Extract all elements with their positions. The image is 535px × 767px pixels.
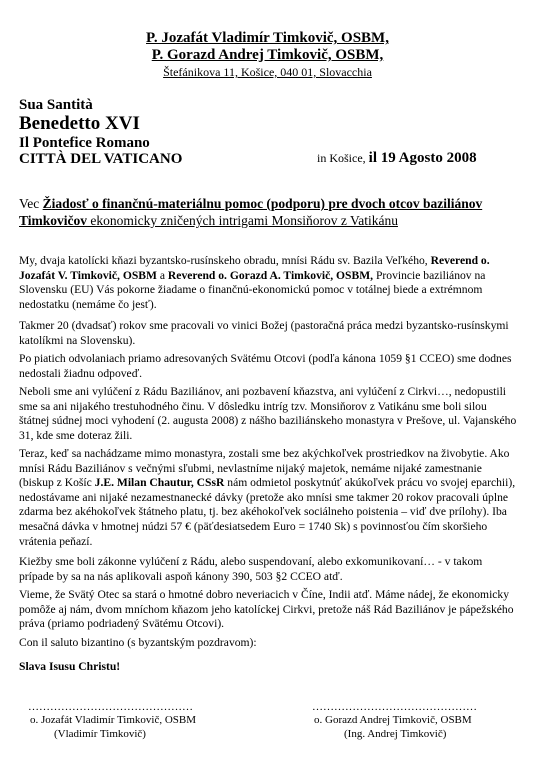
paragraph-canons: Kiežby sme boli zákonne vylúčení z Rádu, alebo suspendovaní, alebo exkomunikovaní… - v takom prípade by sa na nás aplikovali aspoň kánony 390, 503 §2 CCEO atď. xyxy=(19,555,483,583)
paragraph-situation: Teraz, keď sa nachádzame mimo monastyra, zostali sme bez akýchkoľvek prostriedkov na živobytie. Ako mnísi Rádu Baziliánov s večnými sľubmi, nevlastníme nijaký majetok, nemáme nijaké zamestnanie (biskup z Košíc J.E. Milan Chautur, CSsR nám odmietol poskytnúť akúkoľvek prácu vo svojej eparchii), nedostávame ani nijaké nezamestnanecké dávky (pretože ako mnísi sme takmer 20 rokov pracovali úplne zdarma bez akéhokoľvek štátneho platu, tj. bez akéhokoľvek sociálneho poistenia – viď dve prílohy). Iba mesačná dávka v hmotnej núdzi 57 € (päťdesiatsedem Euro = 1740 Sk) s povinnosťou čím skoršieho vrátenia peňazí. xyxy=(19,447,516,548)
date-line xyxy=(317,150,477,167)
date-place: in Košice, xyxy=(317,151,369,165)
paragraph-service: Takmer 20 (dvadsať) rokov sme pracovali vo vinici Božej (pastoračná práca medzi byzantsko-rusínskymi katolíkmi na Slovensku). xyxy=(19,319,509,347)
paragraph-hope: Vieme, že Svätý Otec sa stará o hmotné dobro neveriacich v Číne, Indii atď. Máme nádej, že ekonomicky pomôže aj nám, dvom mníchom kňazom jeho katolíckej Cirkvi, pretože náš Rád Baziliánov je pápežského práva (priamo podriadený Svätému Otcovi). xyxy=(19,588,514,631)
recipient-location: CITTÀ DEL VATICANO xyxy=(19,151,183,167)
signature-name-left: o. Jozafát Vladimír Timkovič, OSBM xyxy=(30,714,197,726)
signature-line-right: ……………………………………… xyxy=(312,701,477,713)
subject-bold: Žiadosť o finančnú-materiálnu pomoc (podporu) pre dvoch otcov baziliánov Timkovičov xyxy=(19,196,483,228)
priest-name-1: Reverend o. Jozafát V. Timkovič, OSBM xyxy=(19,254,490,282)
signature-civil-right: (Ing. Andrej Timkovič) xyxy=(344,728,447,740)
subject-line xyxy=(19,195,519,229)
subject-label: Vec xyxy=(19,196,43,211)
bishop-name: J.E. Milan Chautur, CSsR xyxy=(94,476,225,490)
sender-name-2: P. Gorazd Andrej Timkovič, OSBM, xyxy=(151,47,384,63)
recipient-name: Benedetto XVI xyxy=(19,113,140,134)
recipient-salutation: Sua Santità xyxy=(19,97,93,113)
paragraph-expulsion: Neboli sme ani vylúčení z Rádu Baziliánov, ani pozbavení kňazstva, ani vylúčení z Cirkvi…, nedopustili sme sa ani nijakého trestuhodného činu. V dôsledku intríg tzv. Monsiňorov z Vatikánu sme boli silou štátnej súdnej moci vyhodení (2. augusta 2008) z nášho baziliánskeho monastyra v Prešove, ul. Vajanského 31, kde sme doteraz žili. xyxy=(19,385,517,442)
sender-name-1: P. Jozafát Vladimír Timkovič, OSBM, xyxy=(146,30,389,46)
paragraph-appeals: Po piatich odvolaniach priamo adresovaných Svätému Otcovi (podľa kánona 1059 §1 CCEO) sme dodnes nedostali žiadnu odpoveď. xyxy=(19,352,512,380)
signature-line-left: ……………………………………… xyxy=(28,701,193,713)
subject-rest: ekonomicky zničených intrigami Monsiňorov z Vatikánu xyxy=(87,213,398,228)
recipient-title: Il Pontefice Romano xyxy=(19,135,150,151)
sender-address: Štefánikova 11, Košice, 040 01, Slovacchia xyxy=(163,65,372,79)
signature-name-right: o. Gorazd Andrej Timkovič, OSBM xyxy=(314,714,472,726)
date-value: il 19 Agosto 2008 xyxy=(368,150,477,166)
paragraph-greeting: Con il saluto bizantino (s byzantským pozdravom): xyxy=(19,636,257,649)
paragraph-slava: Slava Isusu Christu! xyxy=(19,660,121,673)
paragraph-intro: My, dvaja katolícki kňazi byzantsko-rusínskeho obradu, mnísi Rádu sv. Bazila Veľkého, Reverend o. Jozafát V. Timkovič, OSBM a Reverend o. Gorazd A. Timkovič, OSBM, Provincie baziliánov na Slovensku (EU) Vás pokorne žiadame o finančnú-ekonomickú pomoc v totálnej biede a extrémnom nedostatku (nemáme čo jesť). xyxy=(19,254,490,311)
signature-civil-left: (Vladimír Timkovič) xyxy=(54,728,146,740)
priest-name-2: Reverend o. Gorazd A. Timkovič, OSBM, xyxy=(167,268,374,282)
